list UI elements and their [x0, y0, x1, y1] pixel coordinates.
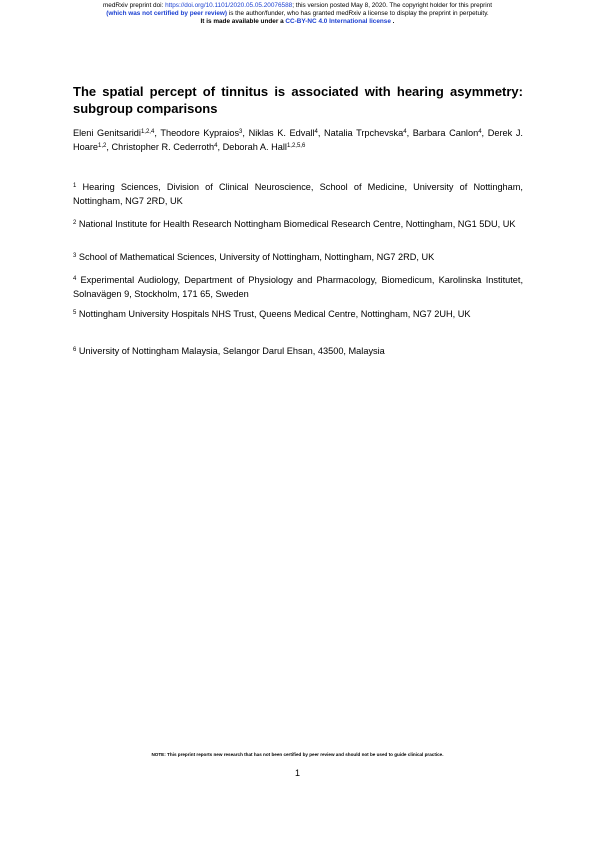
affiliation-3 — [73, 251, 523, 265]
license-link[interactable]: CC-BY-NC 4.0 International license — [285, 18, 391, 25]
affiliation-text: Experimental Audiology, Department of Physiology and Pharmacology, Biomedicum, Karolinska Institutet, Solnavägen 9, Stockholm, 171 65, Sweden — [73, 275, 523, 299]
author-name: Natalia Trpchevska — [324, 128, 404, 138]
author-affiliation-marker: 1,2 — [98, 142, 107, 149]
author-separator: , — [106, 141, 112, 152]
license-post-text: . — [390, 18, 395, 25]
author-separator: , — [481, 128, 488, 138]
affiliation-text: Nottingham University Hospitals NHS Trust, Queens Medical Centre, Nottingham, NG7 2UH, UK — [76, 309, 471, 319]
author-separator: , — [406, 128, 413, 138]
affiliation-text: National Institute for Health Research Nottingham Biomedical Research Centre, Nottingham, NG1 5DU, UK — [76, 219, 516, 229]
affiliation-number: 2 — [73, 220, 77, 226]
affiliation-2 — [73, 218, 523, 232]
author-affiliation-marker: 4 — [314, 129, 318, 135]
author-name: Niklas K. Edvall — [248, 128, 315, 138]
affiliation-6 — [73, 345, 523, 359]
author-name: Derek J. Hoare — [73, 128, 523, 152]
header-doi-label: medRxiv preprint doi: — [102, 2, 166, 9]
author-affiliation-marker: 1,2,4 — [140, 129, 155, 135]
author-separator: , — [242, 128, 249, 138]
footer-note: NOTE: This preprint reports new research that has not been certified by peer review and should not be used to guide clinical practice. — [151, 752, 444, 757]
author-affiliation-marker: 4 — [403, 129, 407, 135]
affiliation-number: 6 — [73, 347, 77, 353]
license-pre-text: It is made available under a — [200, 18, 286, 25]
affiliation-number: 5 — [73, 310, 77, 316]
affiliation-5 — [73, 308, 523, 322]
header-line-2 — [0, 10, 595, 18]
header-line-1 — [0, 2, 595, 10]
affiliation-text: University of Nottingham Malaysia, Selangor Darul Ehsan, 43500, Malaysia — [76, 346, 385, 356]
affiliation-number: 3 — [73, 253, 77, 259]
affiliation-1 — [73, 181, 523, 208]
author-separator: , — [154, 128, 161, 138]
doi-link[interactable]: https://doi.org/10.1101/2020.05.05.20076588 — [165, 2, 293, 9]
author-separator: , — [317, 128, 325, 138]
header-line-3 — [0, 18, 595, 26]
affiliation-text: Hearing Sciences, Division of Clinical Neuroscience, School of Medicine, University of Nottingham, Nottingham, NG7 2RD, UK — [73, 182, 523, 206]
affiliation-number: 4 — [73, 276, 77, 282]
affiliation-4 — [73, 274, 523, 301]
header-version-text: ; this version posted May 8, 2020. The copyright holder for this preprint — [292, 2, 493, 9]
preprint-header — [0, 2, 595, 26]
affiliation-number: 1 — [73, 183, 77, 189]
author-name: Christopher R. Cederroth — [111, 141, 215, 152]
author-affiliation-marker: 1,2,5,6 — [286, 142, 306, 149]
author-affiliation-marker: 4 — [214, 142, 218, 149]
author-name: Theodore Kypraios — [160, 128, 240, 138]
author-affiliation-marker: 4 — [478, 129, 482, 135]
affiliation-text: School of Mathematical Sciences, University of Nottingham, Nottingham, NG7 2RD, UK — [76, 252, 435, 262]
author-list — [73, 127, 523, 154]
author-name: Eleni Genitsaridi — [73, 128, 141, 138]
paper-title: The spatial percept of tinnitus is associated with hearing asymmetry: subgroup comparisons — [73, 84, 523, 116]
author-name: Deborah A. Hall — [222, 141, 287, 152]
author-separator: , — [217, 141, 223, 152]
license-grant-text: is the author/funder, who has granted medRxiv a license to display the preprint in perpetuity. — [227, 10, 489, 17]
author-affiliation-marker: 3 — [239, 129, 243, 135]
peer-review-notice: (which was not certified by peer review) — [106, 10, 228, 17]
page-number: 1 — [294, 768, 300, 778]
author-name: Barbara Canlon — [412, 128, 479, 138]
